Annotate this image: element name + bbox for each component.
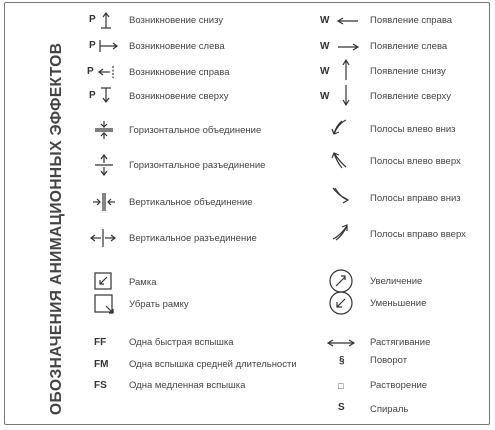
wipe-bottom-icon xyxy=(340,58,352,82)
dissolve-label: Растворение xyxy=(370,380,428,391)
horizontal-split-label: Горизонтальное разъединение xyxy=(129,160,266,171)
horizontal-merge-label: Горизонтальное объединение xyxy=(129,125,262,136)
wipe-right-icon xyxy=(336,15,360,27)
appear-bottom-code: P xyxy=(89,14,96,25)
wipe-top-code: W xyxy=(320,91,330,102)
wipe-top-icon xyxy=(340,83,352,107)
appear-left-icon xyxy=(98,38,120,54)
rotate-icon: § xyxy=(339,355,345,366)
flash-slow-label: Одна медленная вспышка xyxy=(129,380,246,391)
strips-left-up-icon xyxy=(330,150,350,170)
horizontal-merge-icon xyxy=(93,120,115,140)
vertical-split-label: Вертикальное разъединение xyxy=(129,233,257,244)
strips-right-up-label: Полосы вправо вверх xyxy=(370,229,466,240)
stretch-label: Растягивание xyxy=(370,337,431,348)
appear-right-label: Возникновение справа xyxy=(129,67,230,78)
strips-left-down-icon xyxy=(330,118,350,138)
appear-top-icon xyxy=(100,86,116,104)
wipe-top-label: Появление сверху xyxy=(370,91,452,102)
zoom-in-label: Увеличение xyxy=(370,276,423,287)
flash-medium-label: Одна вспышка средней длительности xyxy=(129,359,297,370)
spiral-icon: S xyxy=(338,402,345,413)
flash-fast-code: FF xyxy=(94,337,107,348)
wipe-right-code: W xyxy=(320,15,330,26)
strips-right-down-label: Полосы вправо вниз xyxy=(370,193,461,204)
appear-right-icon xyxy=(96,64,118,80)
box-out-icon xyxy=(94,294,116,316)
dissolve-icon: □ xyxy=(338,381,344,391)
horizontal-split-icon xyxy=(93,154,115,176)
appear-left-code: P xyxy=(89,40,96,51)
strips-right-up-icon xyxy=(330,222,352,242)
legend-title: ОБОЗНАЧЕНИЯ АНИМАЦИОННЫХ ЭФФЕКТОВ xyxy=(48,42,65,415)
flash-medium-code: FM xyxy=(94,359,109,370)
wipe-bottom-label: Появление снизу xyxy=(370,66,446,77)
strips-left-down-label: Полосы влево вниз xyxy=(370,124,456,135)
vertical-split-icon xyxy=(90,228,116,248)
strips-right-down-icon xyxy=(330,186,352,206)
appear-bottom-icon xyxy=(100,11,116,29)
vertical-merge-label: Вертикальное объединение xyxy=(129,197,253,208)
appear-left-label: Возникновение слева xyxy=(129,41,225,52)
wipe-right-label: Появление справа xyxy=(370,15,453,26)
box-in-icon xyxy=(94,272,114,292)
spiral-label: Спираль xyxy=(370,404,409,415)
stretch-icon xyxy=(326,337,356,349)
flash-slow-code: FS xyxy=(94,380,107,391)
appear-bottom-label: Возникновение снизу xyxy=(129,15,224,26)
wipe-bottom-code: W xyxy=(320,66,330,77)
flash-fast-label: Одна быстрая вспышка xyxy=(129,337,234,348)
box-out-label: Убрать рамку xyxy=(129,299,189,310)
zoom-out-icon xyxy=(328,290,354,316)
rotate-label: Поворот xyxy=(370,355,408,366)
vertical-merge-icon xyxy=(92,192,116,212)
appear-top-label: Возникновение сверху xyxy=(129,91,229,102)
box-in-label: Рамка xyxy=(129,277,157,288)
appear-top-code: P xyxy=(89,90,96,101)
strips-left-up-label: Полосы влево вверх xyxy=(370,156,461,167)
wipe-left-label: Появление слева xyxy=(370,41,448,52)
wipe-left-code: W xyxy=(320,41,330,52)
zoom-out-label: Уменьшение xyxy=(370,298,427,309)
appear-right-code: P xyxy=(87,66,94,77)
wipe-left-icon xyxy=(336,41,360,53)
